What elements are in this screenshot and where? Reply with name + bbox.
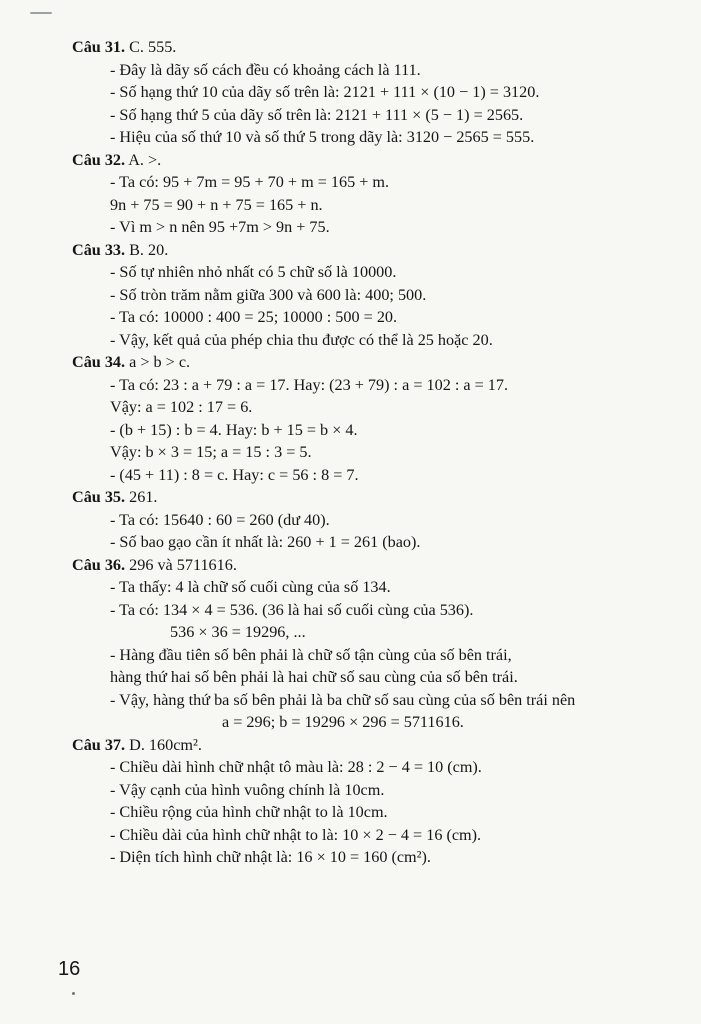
question-number: Câu 32. [72,150,126,169]
answer-line [72,126,672,149]
scan-dot [72,992,75,995]
answer-line [72,419,672,442]
answer-line [72,599,672,622]
answer-line [72,576,672,599]
question-heading-line [72,486,672,509]
question-number: Câu 33. [72,240,126,259]
answer-line [72,689,672,712]
answer-line [72,374,672,397]
line-text: Vậy: b × 3 = 15; a = 15 : 3 = 5. [110,443,312,461]
answer-line [72,216,672,239]
answer-line [72,666,672,689]
answer-line [72,711,672,734]
question-number: Câu 34. [72,353,126,371]
line-text: 9n + 75 = 90 + n + 75 = 165 + n. [110,195,323,214]
question-heading-line [72,36,672,59]
answer-line [72,824,672,847]
line-text: - (b + 15) : b = 4. Hay: b + 15 = b × 4. [110,420,358,439]
answer-line [72,396,672,419]
question-number: Câu 36. [72,555,126,574]
answer-line [72,756,672,779]
line-text: a > b > c. [125,353,191,371]
answer-line [72,509,672,532]
line-text: - Số tự nhiên nhỏ nhất có 5 chữ số là 10000. [110,263,397,281]
question-number: Câu 31. [72,38,126,56]
answer-line [72,801,672,824]
answer-line [72,621,672,644]
line-text: - Ta có: 134 × 4 = 536. (36 là hai số cuối cùng của 536). [110,600,474,619]
line-text: B. 20. [125,240,169,259]
scan-mark [30,12,52,14]
line-text: - Đây là dãy số cách đều có khoảng cách là 111. [110,60,421,79]
line-text: - Vậy, kết quả của phép chia thu được có thể là 25 hoặc 20. [110,330,493,349]
line-text: 261. [125,488,158,506]
line-text: - Chiều dài hình chữ nhật tô màu là: 28 : 2 − 4 = 10 (cm). [110,758,482,776]
answer-line [72,644,672,667]
line-text: - Số bao gạo cần ít nhất là: 260 + 1 = 261 (bao). [110,533,421,551]
line-text: hàng thứ hai số bên phải là hai chữ số sau cùng của số bên trái. [110,668,518,686]
line-text: A. >. [125,150,162,169]
line-text: Vậy: a = 102 : 17 = 6. [110,398,253,416]
answer-line [72,329,672,352]
line-text: a = 296; b = 19296 × 296 = 5711616. [222,713,464,731]
question-heading-line [72,734,672,757]
answer-line [72,261,672,284]
line-text: - Ta có: 15640 : 60 = 260 (dư 40). [110,510,330,529]
answer-text-block [72,36,672,869]
line-text: - Vậy, hàng thứ ba số bên phải là ba chữ số sau cùng của số bên trái nên [110,690,576,709]
line-text: - Ta có: 23 : a + 79 : a = 17. Hay: (23 + 79) : a = 102 : a = 17. [110,375,509,394]
line-text: - (45 + 11) : 8 = c. Hay: c = 56 : 8 = 7. [110,465,359,484]
line-text: - Số tròn trăm nằm giữa 300 và 600 là: 400; 500. [110,285,427,304]
line-text: - Chiều dài của hình chữ nhật to là: 10 × 2 − 4 = 16 (cm). [110,825,482,844]
line-text: - Số hạng thứ 10 của dãy số trên là: 2121 + 111 × (10 − 1) = 3120. [110,83,540,101]
answer-line [72,194,672,217]
line-text: - Chiều rộng của hình chữ nhật to là 10cm. [110,803,388,821]
answer-line [72,531,672,554]
line-text: D. 160cm². [125,735,202,754]
answer-line [72,59,672,82]
line-text: - Hàng đầu tiên số bên phải là chữ số tận cùng của số bên trái, [110,645,512,664]
question-heading-line [72,239,672,262]
answer-line [72,846,672,869]
answer-line [72,441,672,464]
line-text: - Ta có: 95 + 7m = 95 + 70 + m = 165 + m. [110,173,390,191]
question-heading-line [72,554,672,577]
line-text: - Diện tích hình chữ nhật là: 16 × 10 = 160 (cm²). [110,848,431,866]
line-text: - Vì m > n nên 95 +7m > 9n + 75. [110,218,330,236]
answer-line [72,306,672,329]
question-heading-line [72,351,672,374]
page-number: 16 [58,958,81,980]
answer-line [72,81,672,104]
line-text: - Ta có: 10000 : 400 = 25; 10000 : 500 = 20. [110,308,398,326]
line-text: - Vậy cạnh của hình vuông chính là 10cm. [110,780,385,799]
line-text: - Ta thấy: 4 là chữ số cuối cùng của số 134. [110,578,391,596]
answer-line [72,171,672,194]
line-text: 536 × 36 = 19296, ... [170,623,306,641]
line-text: - Số hạng thứ 5 của dãy số trên là: 2121 + 111 × (5 − 1) = 2565. [110,105,524,124]
answer-line [72,464,672,487]
answer-line [72,284,672,307]
answer-line [72,779,672,802]
line-text: 296 và 5711616. [125,555,237,574]
answer-line [72,104,672,127]
line-text: - Hiệu của số thứ 10 và số thứ 5 trong dãy là: 3120 − 2565 = 555. [110,128,535,146]
line-text: C. 555. [125,38,177,56]
question-number: Câu 37. [72,735,126,754]
question-heading-line [72,149,672,172]
question-number: Câu 35. [72,488,126,506]
